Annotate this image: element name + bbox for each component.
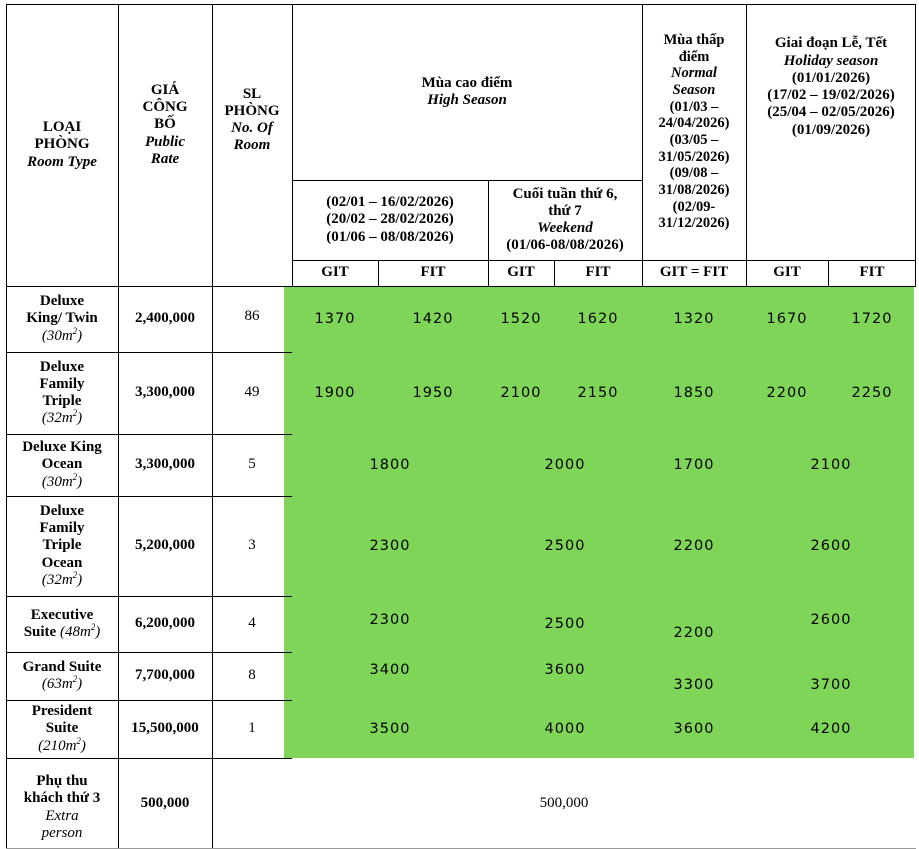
header-room-count: SL PHÒNG No. Of Room xyxy=(224,85,280,154)
header-high-season: Mùa cao điểm High Season xyxy=(421,74,513,108)
rate-value: 1800 xyxy=(369,456,411,473)
rate-value: 2500 xyxy=(544,537,586,554)
header-fit-holiday: FIT xyxy=(859,264,885,281)
rate-value: 2300 xyxy=(369,612,411,628)
rate-value: 2000 xyxy=(544,456,586,473)
public-rate-cell: 3,300,000 xyxy=(135,384,195,401)
header-weekend: Cuối tuần thứ 6, thứ 7 Weekend (01/06-08/08/2026) xyxy=(506,185,624,254)
room-type-deluxe-king-twin: Deluxe King/ Twin $(30m^2)$ xyxy=(26,293,98,344)
rate-value: 1720 xyxy=(851,310,893,327)
rate-value: 2150 xyxy=(577,384,619,401)
room-count-cell: 4 xyxy=(248,615,256,632)
header-room-type: LOẠI PHÒNG Room Type xyxy=(27,119,97,170)
rate-value: 1850 xyxy=(673,384,715,401)
rate-value: 2250 xyxy=(851,384,893,401)
rate-value: 2600 xyxy=(810,612,852,628)
rate-value: 4200 xyxy=(810,720,852,737)
rate-value: 2500 xyxy=(544,615,586,632)
header-git-weekend: GIT xyxy=(507,264,535,281)
room-type-deluxe-family-triple-ocean: Deluxe Family Triple Ocean $(32m^2)$ xyxy=(39,502,85,588)
header-fit-weekend: FIT xyxy=(585,264,611,281)
rate-value: 4000 xyxy=(544,720,586,737)
header-git-holiday: GIT xyxy=(773,264,801,281)
rate-value: 2100 xyxy=(810,456,852,473)
public-rate-cell: 2,400,000 xyxy=(135,310,195,327)
rate-value: 2200 xyxy=(673,625,715,642)
extra-person-label: Phụ thu khách thứ 3 Extra person xyxy=(23,773,101,841)
rate-table-page xyxy=(6,4,916,849)
rate-value: 1900 xyxy=(314,384,356,401)
room-count-cell: 3 xyxy=(248,537,256,554)
rate-value: 1950 xyxy=(412,384,454,401)
extra-person-value: 500,000 xyxy=(539,794,589,811)
rate-value: 1370 xyxy=(314,310,356,327)
public-rate-cell: 6,200,000 xyxy=(135,615,195,632)
rate-value: 3500 xyxy=(369,720,411,737)
room-count-cell: 49 xyxy=(244,384,260,400)
rate-value: 2200 xyxy=(673,537,715,554)
room-count-cell: 5 xyxy=(248,456,256,473)
header-git-fit-normal: GIT = FIT xyxy=(659,264,729,281)
room-type-grand-suite: Grand Suite $(63m^2)$ xyxy=(22,658,102,692)
header-high-dates: (02/01 – 16/02/2026) (20/02 – 28/02/2026) (01/06 – 08/08/2026) xyxy=(326,194,454,245)
extra-person-rate: 500,000 xyxy=(140,794,190,811)
header-public-rate: GIÁ CÔNG BỐ Public Rate xyxy=(142,81,188,167)
rate-value: 1420 xyxy=(412,310,454,327)
public-rate-cell: 7,700,000 xyxy=(135,667,195,684)
rate-value: 1700 xyxy=(673,456,715,473)
rate-value: 1520 xyxy=(500,310,542,327)
rate-value: 3300 xyxy=(673,677,715,694)
rate-value: 1620 xyxy=(577,310,619,327)
header-holiday-season: Giai đoạn Lễ, Tết Holiday season (01/01/2026) (17/02 – 19/02/2026) (25/04 – 02/05/2026) (01/09/2026) xyxy=(767,35,895,138)
header-git-high: GIT xyxy=(321,264,349,281)
rate-value: 3700 xyxy=(810,677,852,694)
room-type-executive-suite: Executive Suite $(48m^2)$ xyxy=(23,606,101,640)
room-type-president-suite: President Suite $(210m^2)$ xyxy=(31,703,93,754)
room-count-cell: 8 xyxy=(248,667,256,684)
rate-value: 3600 xyxy=(544,662,586,678)
room-count-cell: 1 xyxy=(248,720,256,737)
rate-value: 3400 xyxy=(369,662,411,678)
header-normal-season: Mùa thấp điểm Normal Season (01/03 – 24/04/2026) (03/05 – 31/05/2026) (09/08 – 31/08/2026) (02/09- 31/12/2026) xyxy=(658,31,730,232)
rate-value: 2600 xyxy=(810,537,852,554)
public-rate-cell: 15,500,000 xyxy=(131,720,199,737)
rate-value: 2300 xyxy=(369,537,411,554)
rate-value: 3600 xyxy=(673,720,715,737)
room-count-cell: 86 xyxy=(244,308,260,324)
room-type-deluxe-family-triple: Deluxe Family Triple $(32m^2)$ xyxy=(39,358,85,427)
public-rate-cell: 3,300,000 xyxy=(135,456,195,473)
rate-value: 1670 xyxy=(766,310,808,327)
rate-value: 1320 xyxy=(673,310,715,327)
public-rate-cell: 5,200,000 xyxy=(135,537,195,554)
rate-value: 2200 xyxy=(766,384,808,401)
rate-value: 2100 xyxy=(500,384,542,401)
header-fit-high: FIT xyxy=(420,264,446,281)
room-type-deluxe-king-ocean: Deluxe King Ocean $(30m^2)$ xyxy=(22,439,102,490)
